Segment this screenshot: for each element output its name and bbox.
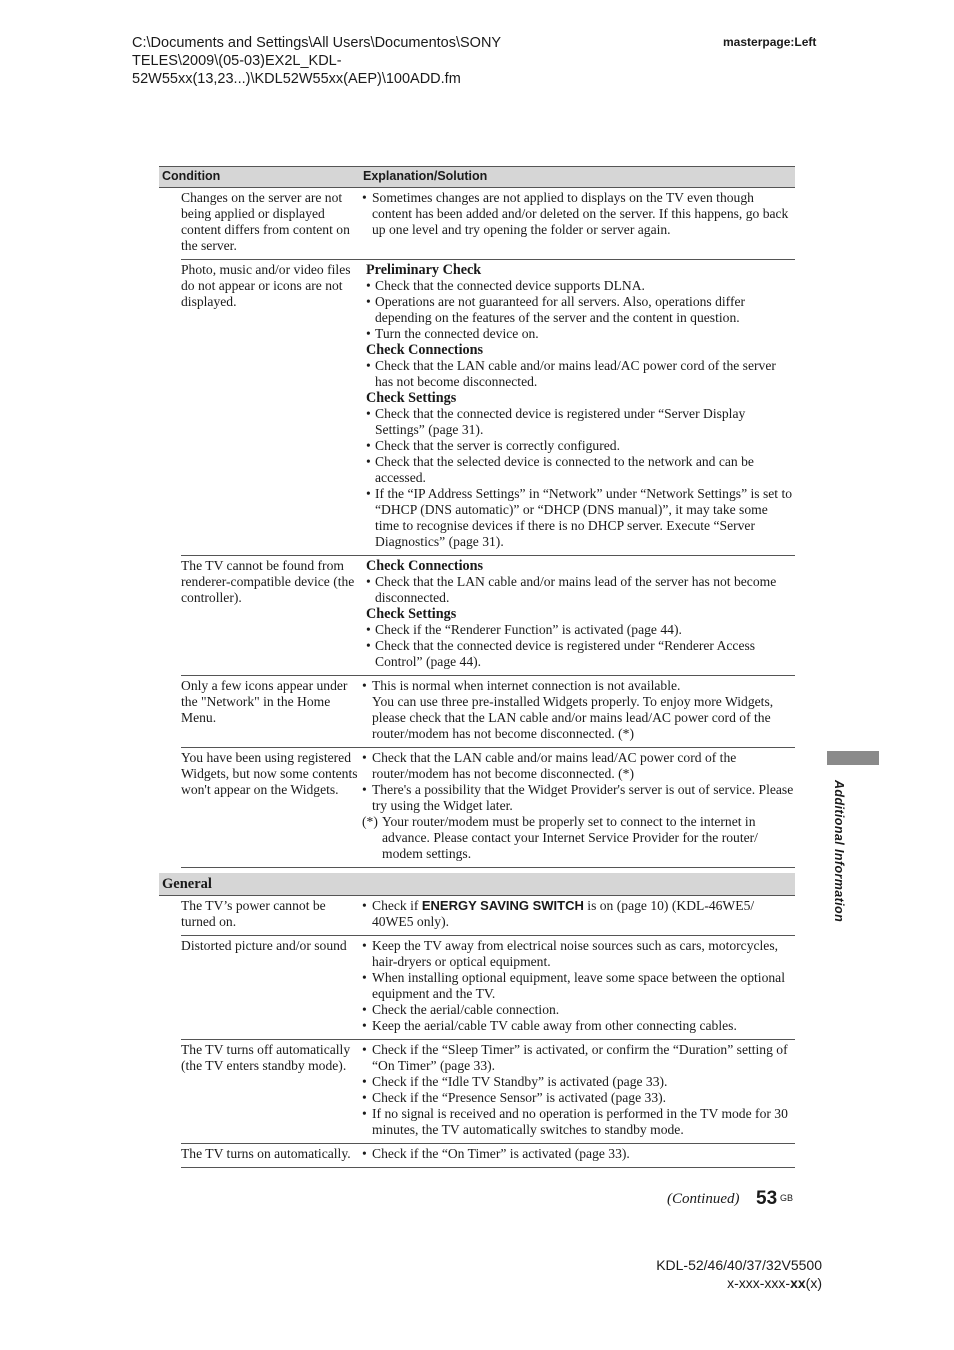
subheading: Preliminary Check <box>366 262 482 278</box>
condition-cell: Changes on the server are not being applied or displayed content differs from content on the server. <box>181 190 350 253</box>
bullet-item: • Check if the “Presence Sensor” is activated (page 33). <box>362 1090 795 1106</box>
bullet-item: • Check that the LAN cable and/or mains lead/AC power cord of the server has not become disconnected. <box>366 358 795 390</box>
bullet-continuation: You can use three pre-installed Widgets properly. To enjoy more Widgets, please check that the LAN cable and/or mains lead/AC power cord of the router/modem has not become disconnected. (*) <box>372 694 774 741</box>
code-prefix: x-xxx-xxx- <box>727 1275 791 1291</box>
bullet-item: • Check if the “Renderer Function” is activated (page 44). <box>366 622 795 638</box>
explanation-cell <box>362 190 795 254</box>
header-path-line: 52W55xx(13,23...)\KDL52W55xx(AEP)\100ADD.fm <box>132 71 461 87</box>
bullet-item: • Check if the “Sleep Timer” is activated, or confirm the “Duration” setting of “On Timer” (page 33). <box>362 1042 795 1074</box>
bullet-item: • Check that the LAN cable and/or mains lead of the server has not become disconnected. <box>366 574 795 606</box>
subheading: Check Settings <box>366 606 457 622</box>
bullet-item: • Check that the connected device is registered under “Renderer Access Control” (page 44). <box>366 638 795 670</box>
header-path-line: C:\Documents and Settings\All Users\Documentos\SONY <box>132 35 502 51</box>
explanation-cell <box>362 750 795 862</box>
bullet-item: • Check that the LAN cable and/or mains lead/AC power cord of the router/modem has not become disconnected. (*) <box>362 750 795 782</box>
side-section-text: Additional Information <box>832 780 846 923</box>
explanation-cell <box>362 1146 795 1162</box>
bullet-item <box>362 898 795 930</box>
bullet-item: • Operations are not guaranteed for all servers. Also, operations differ depending on the features of the server and the content in question. <box>366 294 795 326</box>
table-row <box>181 676 795 748</box>
header-file-path <box>132 34 552 88</box>
subheading: Check Connections <box>366 558 484 574</box>
footnote <box>362 814 795 862</box>
side-section-label <box>828 780 848 940</box>
column-header-explanation: Explanation/Solution <box>363 169 488 183</box>
bullet-item: • Check the aerial/cable connection. <box>362 1002 795 1018</box>
bullet-item: • Turn the connected device on. <box>366 326 795 342</box>
page-language-suffix: GB <box>780 1193 794 1203</box>
condition-cell: The TV turns on automatically. <box>181 1146 351 1161</box>
explanation-cell <box>362 558 795 670</box>
table-row <box>181 556 795 676</box>
header-path-line: TELES\2009\(05-03)EX2L_KDL- <box>132 53 342 69</box>
explanation-cell <box>362 262 795 550</box>
bullet-item: • Check that the connected device supports DLNA. <box>366 278 795 294</box>
bullet-text: Check if <box>372 898 422 913</box>
condition-cell: You have been using registered Widgets, but now some contents won't appear on the Widgets. <box>181 750 358 797</box>
bullet-item: • If no signal is received and no operation is performed in the TV mode for 30 minutes, the TV automatically switches to standby mode. <box>362 1106 795 1138</box>
bullet-item: • Keep the aerial/cable TV cable away from other connecting cables. <box>362 1018 795 1034</box>
condition-cell: Only a few icons appear under the "Network" in the Home Menu. <box>181 678 348 725</box>
subheading: Check Settings <box>366 390 457 406</box>
condition-cell: Distorted picture and/or sound <box>181 938 347 953</box>
bullet-item: • Check if the “Idle TV Standby” is activated (page 33). <box>362 1074 795 1090</box>
condition-cell: Photo, music and/or video files do not appear or icons are not displayed. <box>181 262 351 309</box>
table-row <box>181 188 795 260</box>
masterpage-label: masterpage:Left <box>723 35 817 49</box>
footer-model-info <box>656 1256 822 1292</box>
bullet-item: • If the “IP Address Settings” in “Network” under “Network Settings” is set to “DHCP (DNS automatic)” or “DHCP (DNS manual)”, it may take some time to recognise devices if there is no DHCP server. Execute “Server Diagnostics” (page 31). <box>366 486 795 550</box>
table-row <box>181 748 795 868</box>
continued-label: (Continued) <box>667 1191 740 1207</box>
table-row <box>181 260 795 556</box>
code-bold: xx <box>790 1275 806 1291</box>
condition-cell: The TV cannot be found from renderer-compatible device (the controller). <box>181 558 355 605</box>
column-header-condition: Condition <box>162 169 221 183</box>
bullet-item: • Check if the “On Timer” is activated (page 33). <box>362 1146 795 1162</box>
bullet-item: • Check that the selected device is connected to the network and can be accessed. <box>366 454 795 486</box>
explanation-cell <box>362 898 795 930</box>
bullet-item: • Sometimes changes are not applied to displays on the TV even though content has been added and/or deleted on the server. If this happens, go back up one level and try opening the folder or server again. <box>362 190 795 238</box>
bullet-item: • Check that the server is correctly configured. <box>366 438 795 454</box>
explanation-cell <box>362 938 795 1034</box>
table-row <box>181 936 795 1040</box>
energy-saving-switch-label: ENERGY SAVING SWITCH <box>421 898 584 913</box>
section-header-general <box>159 873 795 896</box>
section-tab-marker <box>827 751 879 765</box>
bullet-text: is on (page 10) (KDL-46WE5/ 40WE5 only). <box>372 898 755 929</box>
bullet-item: • Keep the TV away from electrical noise sources such as cars, motorcycles, hair-dryers or optical equipment. <box>362 938 795 970</box>
footnote-text: Your router/modem must be properly set to connect to the internet in advance. Please contact your Internet Service Provider for the router/ modem settings. <box>382 814 758 861</box>
section-title: General <box>162 876 212 892</box>
footnote-mark: (*) <box>362 814 378 829</box>
model-number: KDL-52/46/40/37/32V5500 <box>656 1257 822 1273</box>
table-header <box>159 166 795 188</box>
condition-cell: The TV’s power cannot be turned on. <box>181 898 326 929</box>
page-number: 53 <box>756 1188 778 1209</box>
condition-cell: The TV turns off automatically (the TV enters standby mode). <box>181 1042 351 1073</box>
table-row <box>181 896 795 936</box>
table-row <box>181 1040 795 1144</box>
troubleshooting-table <box>159 166 795 1168</box>
bullet-item: • When installing optional equipment, leave some space between the optional equipment and the TV. <box>362 970 795 1002</box>
table-row <box>181 1144 795 1168</box>
explanation-cell <box>362 1042 795 1138</box>
bullet-item: • There's a possibility that the Widget Provider's server is out of service. Please try using the Widget later. <box>362 782 795 814</box>
bullet-item: • This is normal when internet connection is not available. <box>362 678 795 694</box>
document-code <box>656 1274 822 1292</box>
code-suffix: (x) <box>805 1275 822 1291</box>
subheading: Check Connections <box>366 342 484 358</box>
explanation-cell <box>362 678 795 742</box>
bullet-item: • Check that the connected device is registered under “Server Display Settings” (page 31). <box>366 406 795 438</box>
